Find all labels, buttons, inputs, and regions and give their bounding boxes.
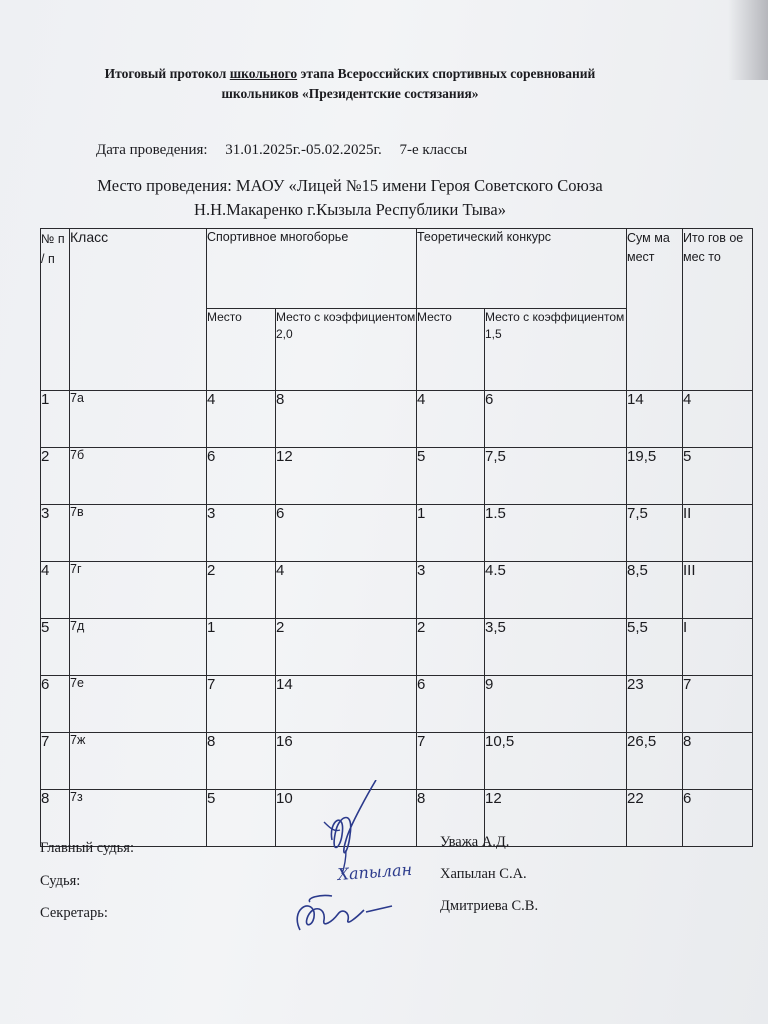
row-sport-place: 3 xyxy=(207,505,276,562)
table-row xyxy=(41,391,753,448)
row-theory-place-coef: 6 xyxy=(485,391,627,448)
row-final-place: 4 xyxy=(683,391,753,448)
row-number: 7 xyxy=(41,733,70,790)
table-row xyxy=(41,619,753,676)
table-row xyxy=(41,505,753,562)
table-row xyxy=(41,448,753,505)
row-sport-place-coef: 10 xyxy=(276,790,417,847)
row-sport-place: 7 xyxy=(207,676,276,733)
row-sport-place: 4 xyxy=(207,391,276,448)
row-number: 2 xyxy=(41,448,70,505)
row-theory-place-coef: 12 xyxy=(485,790,627,847)
secretary-signature xyxy=(297,895,392,930)
results-table xyxy=(40,228,753,847)
secretary-name: Дмитриева С.В. xyxy=(440,898,539,914)
header-sport: Спортивное многоборье xyxy=(207,229,417,309)
row-class: 7д xyxy=(70,619,207,676)
row-number: 8 xyxy=(41,790,70,847)
row-sum: 22 xyxy=(627,790,683,847)
row-theory-place-coef: 4.5 xyxy=(485,562,627,619)
chief-judge-name: Уважа А.Д. xyxy=(440,834,510,850)
row-number: 3 xyxy=(41,505,70,562)
row-final-place: I xyxy=(683,619,753,676)
row-sum: 26,5 xyxy=(627,733,683,790)
row-class: 7а xyxy=(70,391,207,448)
row-number: 5 xyxy=(41,619,70,676)
date-label: Дата проведения: xyxy=(96,142,208,158)
title-part-1: Итоговый протокол xyxy=(104,66,230,81)
date-value: 31.01.2025г.-05.02.2025г. xyxy=(225,142,382,158)
row-sport-place-coef: 16 xyxy=(276,733,417,790)
header-theory-place: Место xyxy=(417,309,485,391)
row-sport-place: 6 xyxy=(207,448,276,505)
row-theory-place: 6 xyxy=(417,676,485,733)
header-theory-place-coef: Место с коэффициентом 1,5 xyxy=(485,309,627,391)
row-sport-place-coef: 8 xyxy=(276,391,417,448)
venue-text xyxy=(40,174,660,222)
signatures-drawing xyxy=(280,780,440,950)
title-part-2: этапа Всероссийских спортивных соревнований xyxy=(297,66,596,81)
row-theory-place-coef: 1.5 xyxy=(485,505,627,562)
row-sport-place-coef: 12 xyxy=(276,448,417,505)
row-final-place: II xyxy=(683,505,753,562)
row-final-place: 8 xyxy=(683,733,753,790)
table-header-row xyxy=(41,229,753,309)
header-sum: Сум ма мест xyxy=(627,229,683,391)
header-number: № п / п xyxy=(41,229,70,391)
table-row xyxy=(41,676,753,733)
row-sport-place: 2 xyxy=(207,562,276,619)
judge-name: Хапылан С.А. xyxy=(440,866,527,882)
row-sport-place-coef: 4 xyxy=(276,562,417,619)
date-line xyxy=(96,142,481,159)
row-class: 7е xyxy=(70,676,207,733)
page-shadow xyxy=(728,0,768,80)
table-row xyxy=(41,562,753,619)
title-underlined-word: школьного xyxy=(229,66,298,81)
row-theory-place-coef: 7,5 xyxy=(485,448,627,505)
row-theory-place: 2 xyxy=(417,619,485,676)
row-sum: 7,5 xyxy=(627,505,683,562)
header-final: Ито гов ое мес то xyxy=(683,229,753,391)
row-class: 7г xyxy=(70,562,207,619)
row-number: 4 xyxy=(41,562,70,619)
header-sport-place-coef: Место с коэффициентом 2,0 xyxy=(276,309,417,391)
judge-label: Судья: xyxy=(40,873,81,889)
venue-line-1: Место проведения: МАОУ «Лицей №15 имени Героя Советского Союза xyxy=(97,176,603,195)
row-sum: 14 xyxy=(627,391,683,448)
row-sport-place: 1 xyxy=(207,619,276,676)
row-theory-place: 8 xyxy=(417,790,485,847)
row-theory-place: 1 xyxy=(417,505,485,562)
row-sum: 8,5 xyxy=(627,562,683,619)
chief-signature xyxy=(331,780,376,853)
row-number: 6 xyxy=(41,676,70,733)
chief-judge-label: Главный судья: xyxy=(40,840,134,856)
header-sport-place: Место xyxy=(207,309,276,391)
row-theory-place-coef: 3,5 xyxy=(485,619,627,676)
row-theory-place: 5 xyxy=(417,448,485,505)
row-final-place: III xyxy=(683,562,753,619)
row-sport-place: 5 xyxy=(207,790,276,847)
row-class: 7ж xyxy=(70,733,207,790)
judge-signature: Хапылан xyxy=(336,859,413,884)
row-theory-place: 3 xyxy=(417,562,485,619)
row-sum: 5,5 xyxy=(627,619,683,676)
row-sum: 19,5 xyxy=(627,448,683,505)
row-theory-place: 4 xyxy=(417,391,485,448)
row-sport-place: 8 xyxy=(207,733,276,790)
row-theory-place: 7 xyxy=(417,733,485,790)
row-theory-place-coef: 9 xyxy=(485,676,627,733)
row-sport-place-coef: 14 xyxy=(276,676,417,733)
title-line-2: школьников «Президентские состязания» xyxy=(221,86,479,101)
row-theory-place-coef: 10,5 xyxy=(485,733,627,790)
secretary-label: Секретарь: xyxy=(40,905,108,921)
row-number: 1 xyxy=(41,391,70,448)
header-class: Класс xyxy=(70,229,207,391)
grade-label: 7-е классы xyxy=(399,142,468,158)
row-class: 7в xyxy=(70,505,207,562)
row-sum: 23 xyxy=(627,676,683,733)
row-final-place: 7 xyxy=(683,676,753,733)
row-sport-place-coef: 2 xyxy=(276,619,417,676)
row-sport-place-coef: 6 xyxy=(276,505,417,562)
row-class: 7б xyxy=(70,448,207,505)
document-title xyxy=(40,64,660,104)
header-theory: Теоретический конкурс xyxy=(417,229,627,309)
row-final-place: 5 xyxy=(683,448,753,505)
venue-line-2: Н.Н.Макаренко г.Кызыла Республики Тыва» xyxy=(194,200,506,219)
row-class: 7з xyxy=(70,790,207,847)
row-final-place: 6 xyxy=(683,790,753,847)
